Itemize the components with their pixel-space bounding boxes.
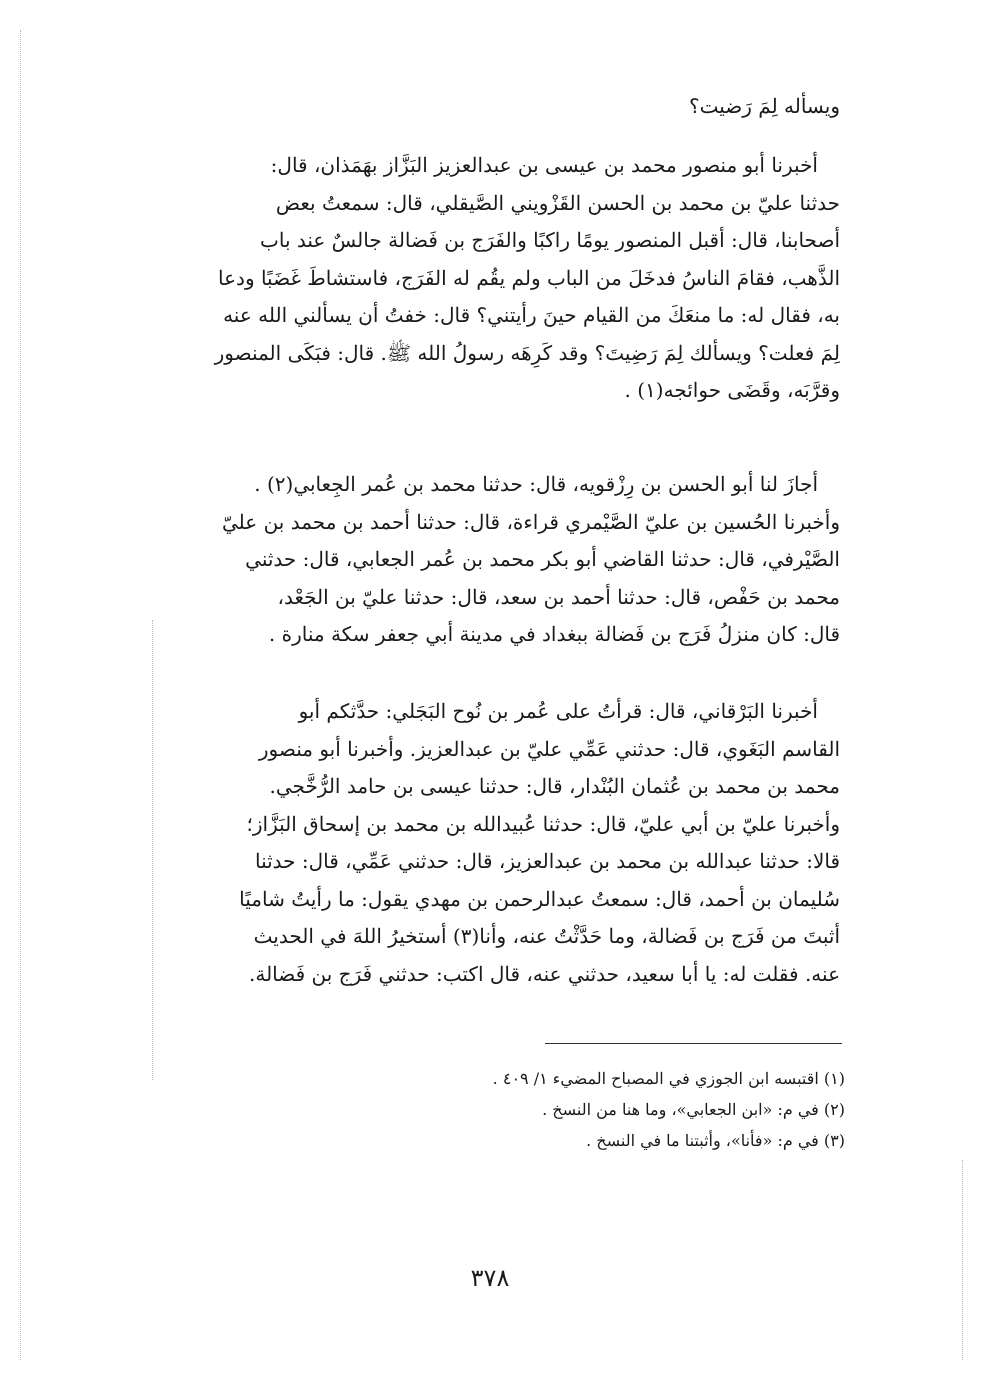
paragraph-line: عنه. فقلت له: يا أبا سعيد، حدثني عنه، قال اكتب: حدثني فَرَج بن فَضالة. (248, 961, 840, 986)
paragraph-line: القاسم البَغَوي، قال: حدثني عَمِّي عليّ بن عبدالعزيز. وأخبرنا أبو منصور (258, 736, 840, 761)
paragraph-line: الصَّيْرفي، قال: حدثنا القاضي أبو بكر محمد بن عُمر الجعابي، قال: حدثني (245, 547, 840, 571)
paragraph-line: حدثنا عليّ بن محمد بن الحسن القَزْويني الصَّيقلي، قال: سمعتُ بعض (275, 190, 840, 215)
page-number: ٣٧٨ (470, 1264, 510, 1292)
paragraph-line: به، فقال له: ما منعَكَ من القيام حينَ رأيتني؟ قال: خفتُ أن يسألني الله عنه (223, 303, 840, 327)
right-margin-scan-artifact (962, 1160, 963, 1360)
paragraph-line: وأخبرنا عليّ بن أبي عليّ، قال: حدثنا عُبيدالله بن محمد بن إسحاق البَزَّاز؛ (246, 811, 840, 836)
opening-line-block (132, 88, 840, 126)
footnotes (300, 1063, 845, 1156)
paragraph-line: سُليمان بن أحمد، قال: سمعتُ عبدالرحمن بن مهدي يقول: ما رأيتُ شاميًا (239, 886, 840, 911)
paragraph-line: محمد بن محمد بن عُثمان البُنْدار، قال: حدثنا عيسى بن حامد الرُّخَّجي. (269, 774, 840, 798)
opening-line: ويسأله لِمَ رَضيت؟ (688, 94, 840, 118)
paragraph-3 (132, 693, 840, 993)
footnote-separator (545, 1043, 842, 1044)
paragraph-line: أجازَ لنا أبو الحسن بن رِزْقويه، قال: حدثنا محمد بن عُمر الجِعابي(٢) . (254, 472, 818, 496)
left-margin-scan-artifact (20, 30, 21, 1360)
paragraph-line: الذَّهب، فقامَ الناسُ فدخَلَ من الباب ولم يقُم له الفَرَج، فاستشاطَ غَضَبًا ودعا (218, 265, 840, 290)
paragraph-2 (132, 466, 840, 654)
paragraph-line: أصحابنا، قال: أقبل المنصور يومًا راكبًا والفَرَج بن فَضالة جالسٌ عند باب (260, 228, 840, 252)
paragraph-1 (132, 147, 840, 410)
paragraph-line: وأخبرنا الحُسين بن عليّ الصَّيْمري قراءة، قال: حدثنا أحمد بن محمد بن عليّ (222, 509, 840, 534)
paragraph-line: وقرَّبَه، وقَضَى حوائجه(١) . (624, 378, 840, 402)
footnote-3: (٣) في م: «فأنا»، وأثبتنا ما في النسخ . (586, 1131, 845, 1150)
paragraph-line: أخبرنا البَرْقاني، قال: قرأتُ على عُمر بن نُوح البَجَلي: حدَّثكم أبو (298, 699, 818, 723)
footnote-1: (١) اقتبسه ابن الجوزي في المصباح المضيء ١/ ٤٠٩ . (492, 1069, 845, 1088)
paragraph-line: أثبتَ من فَرَج بن فَضالة، وما حَدَّثْتُ عنه، وأنا(٣) أستخيرُ اللهَ في الحديث (253, 924, 840, 948)
paragraph-line: لِمَ فعلت؟ ويسألك لِمَ رَضِيتَ؟ وقد كَرِهَه رسولُ الله ﷺ. قال: فبَكَى المنصور (214, 340, 840, 365)
paragraph-line: قالا: حدثنا عبدالله بن محمد بن عبدالعزيز، قال: حدثني عَمِّي، قال: حدثنا (254, 849, 840, 873)
footnote-2: (٢) في م: «ابن الجعابي»، وما هنا من النسخ . (542, 1100, 845, 1119)
paragraph-line: قال: كان منزلُ فَرَج بن فَضالة ببغداد في مدينة أبي جعفر سكة منارة . (268, 622, 840, 646)
paragraph-line: محمد بن حَفْص، قال: حدثنا أحمد بن سعد، قال: حدثنا عليّ بن الجَعْد، (277, 584, 840, 609)
paragraph-line: أخبرنا أبو منصور محمد بن عيسى بن عبدالعزيز البَزَّاز بهَمَذان، قال: (270, 153, 818, 177)
